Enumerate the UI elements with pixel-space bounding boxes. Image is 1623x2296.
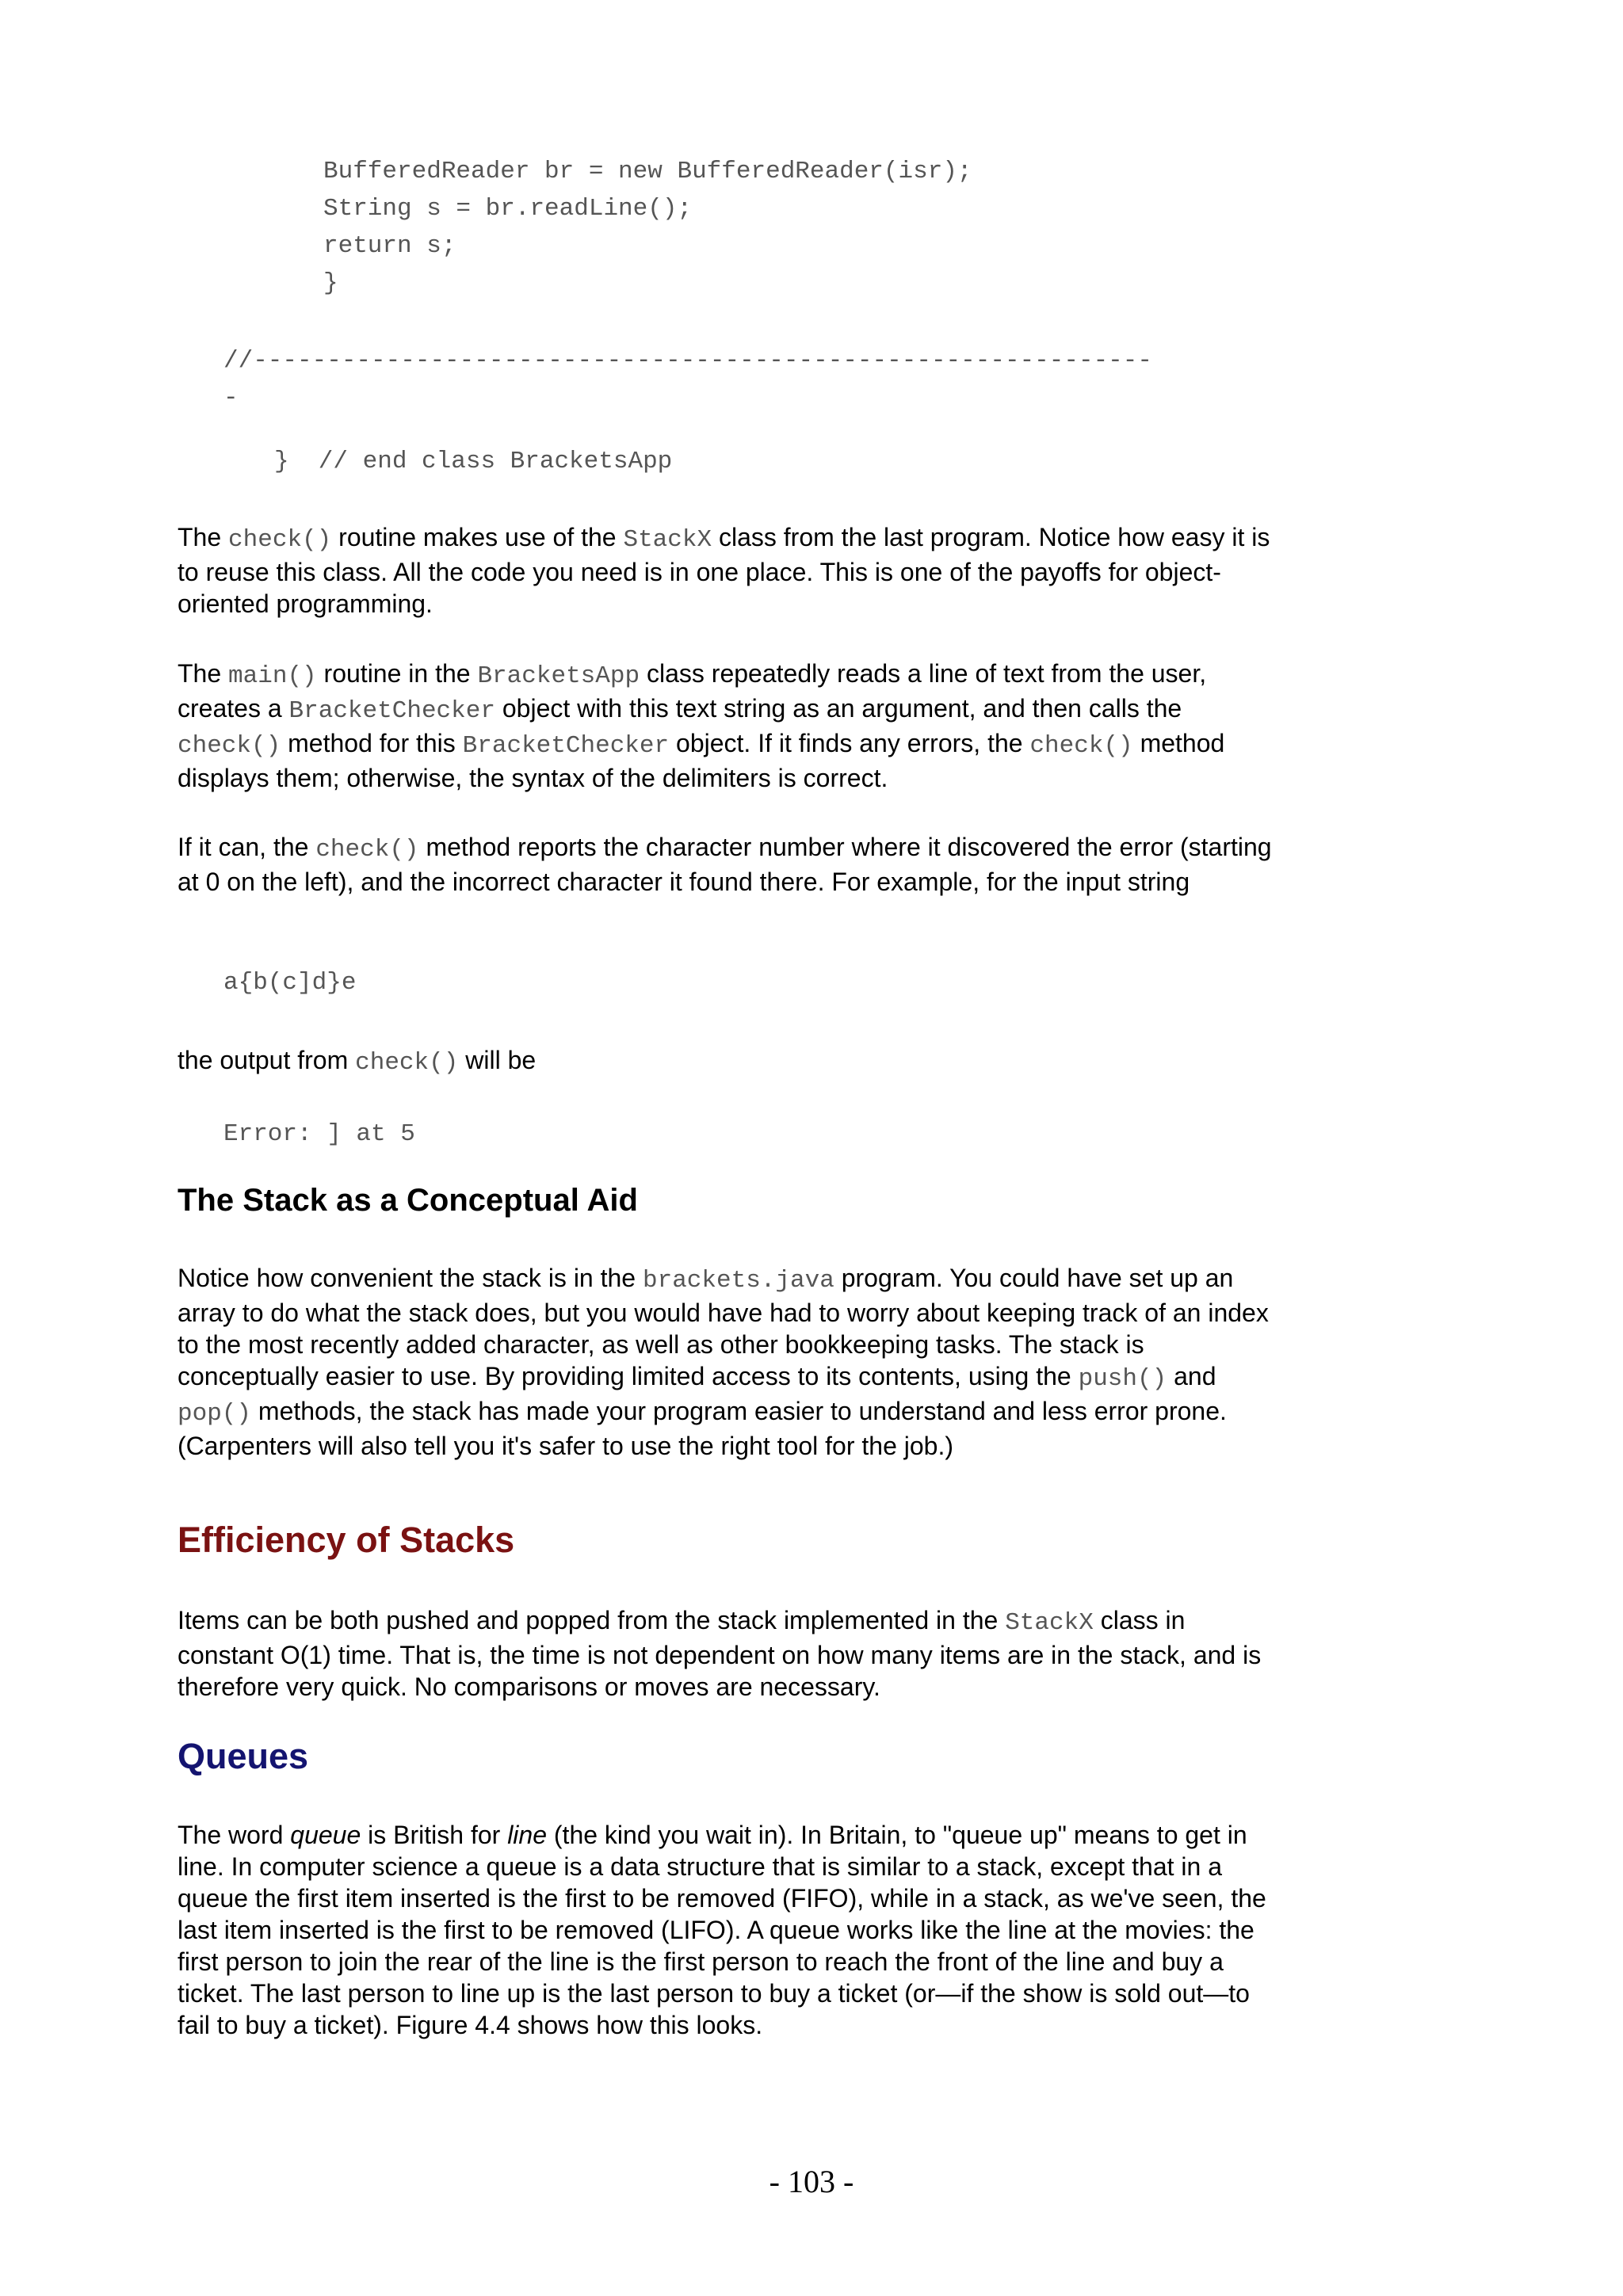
code-line: String s = br.readLine(); xyxy=(323,195,693,223)
inline-code: BracketsApp xyxy=(477,662,640,690)
code-divider-line: //------------------------------------------------------------- xyxy=(223,347,1152,375)
code-example-output xyxy=(223,1116,415,1153)
section-heading: Efficiency of Stacks xyxy=(178,1520,515,1560)
inline-code: check() xyxy=(228,526,332,554)
section-heading: Queues xyxy=(178,1736,309,1776)
paragraph: The word queue is British for line (the kind you wait in). In Britain, to "queue up" means to get in line. In computer science a queue is a data structure that is similar to a stack, except that in a queue the first item inserted is the first to be removed (FIFO), while in a stack, as we've seen, the last item inserted is the first to be removed (LIFO). A queue works like the line at the movies: the first person to join the rear of the line is the first person to reach the front of the line and buy a ticket. The last person to line up is the last person to buy a ticket (or—if the show is sold out—to fail to buy a ticket). Figure 4.4 shows how this looks. xyxy=(178,1821,1266,2039)
code-divider-line: - xyxy=(223,384,239,412)
paragraph: Notice how convenient the stack is in the brackets.java program. You could have set up an array to do what the stack does, but you would have had to worry about keeping track of an index to the most recently added character, as well as other bookkeeping tasks. The stack is conceptually easier to use. By providing limited access to its contents, using the push() and pop() methods, the stack has made your program easier to understand and less error prone. (Carpenters will also tell you it's safer to use the right tool for the job.) xyxy=(178,1264,1269,1460)
code-line: return s; xyxy=(323,232,456,260)
inline-code: check() xyxy=(315,836,419,864)
emphasis: queue xyxy=(290,1821,361,1849)
section-heading: The Stack as a Conceptual Aid xyxy=(178,1183,638,1218)
code-line: } // end class BracketsApp xyxy=(274,448,673,475)
code-block-top xyxy=(323,153,972,302)
inline-code: pop() xyxy=(178,1400,252,1428)
inline-code: main() xyxy=(228,662,317,690)
inline-code: check() xyxy=(178,732,281,760)
code-end-class xyxy=(274,443,672,480)
paragraph: The check() routine makes use of the StackX class from the last program. Notice how easy it is to reuse this class. All the code you need is in one place. This is one of the payoffs for object-oriented programming. xyxy=(178,523,1270,618)
emphasis: line xyxy=(507,1821,547,1849)
inline-code: brackets.java xyxy=(642,1267,834,1295)
code-line: a{b(c]d}e xyxy=(223,969,357,997)
paragraph: If it can, the check() method reports the character number where it discovered the error (starting at 0 on the left), and the incorrect character it found there. For example, for the input string xyxy=(178,833,1272,896)
page-number: - 103 - xyxy=(769,2164,854,2199)
code-line: Error: ] at 5 xyxy=(223,1120,415,1148)
inline-code: check() xyxy=(355,1049,459,1077)
paragraph: The main() routine in the BracketsApp class repeatedly reads a line of text from the user, creates a BracketChecker object with this text string as an argument, and then calls the check() method for this BracketChecker object. If it finds any errors, the check() method displays them; otherwise, the syntax of the delimiters is correct. xyxy=(178,659,1225,792)
code-line: } xyxy=(323,269,338,297)
paragraph: Items can be both pushed and popped from the stack implemented in the StackX class in constant O(1) time. That is, the time is not dependent on how many items are in the stack, and is therefore very quick. No comparisons or moves are necessary. xyxy=(178,1606,1262,1701)
paragraph: the output from check() will be xyxy=(178,1046,537,1077)
inline-code: StackX xyxy=(1005,1609,1094,1637)
code-line: BufferedReader br = new BufferedReader(isr); xyxy=(323,158,972,185)
inline-code: BracketChecker xyxy=(462,732,670,760)
inline-code: BracketChecker xyxy=(288,697,495,725)
code-divider xyxy=(223,342,1152,417)
inline-code: check() xyxy=(1029,732,1133,760)
inline-code: StackX xyxy=(623,526,712,554)
code-example-input xyxy=(223,964,356,1001)
inline-code: push() xyxy=(1078,1365,1167,1393)
